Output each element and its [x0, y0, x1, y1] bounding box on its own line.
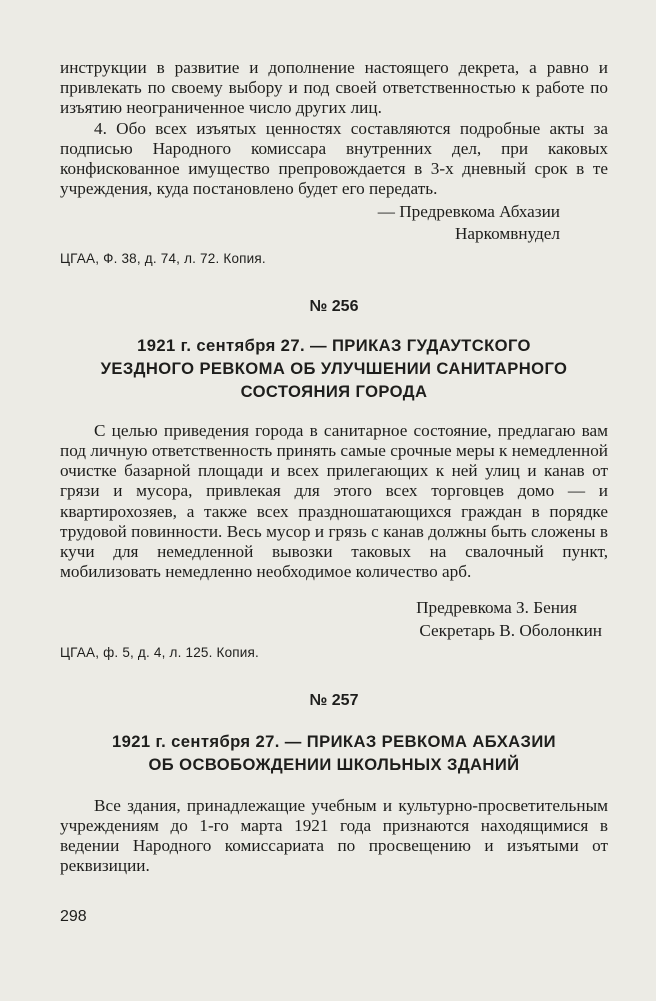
- document-number: № 256: [309, 297, 359, 315]
- document-number: № 257: [309, 691, 359, 709]
- heading-line: УЕЗДНОГО РЕВКОМА ОБ УЛУЧШЕНИИ САНИТАРНОГО: [100, 358, 568, 378]
- document-body: С целью приведения города в санитарное состояние, предлагаю вам под личную ответственность принять самые срочные меры к немедленной очистке базарной площади и всех прилегающих к ней улиц и канав от грязи и мусора, привлекая для этого всех торговцев домо — и квартирохозяев, а также всех праздношатающихся граждан в порядке трудовой повинности. Весь мусор и грязь с канав должны быть сложены в кучи для немедленной вывозки таковых на свалочный пункт, мобилизовать немедленно необходимое количество арб.: [60, 420, 608, 582]
- signature-line: — Предревкома Абхазии: [377, 202, 560, 222]
- signature-line: Секретарь В. Оболонкин: [419, 620, 602, 640]
- document-heading: [60, 730, 608, 776]
- page-number: 298: [60, 908, 87, 925]
- document-heading: [60, 334, 608, 403]
- document-body: Все здания, принадлежащие учебным и культурно-просветительным учреждениям до 1-го марта 1921 года признаются находящимися в ведении Народного комиссариата по просвещению и изъятыми от реквизиции.: [60, 795, 608, 876]
- signature-line: Предревкома З. Бения: [416, 598, 577, 618]
- paragraph-item-4: 4. Обо всех изъятых ценностях составляются подробные акты за подписью Народного комиссара внутренних дел, при каковых конфискованное имущество препровождается в 3-х дневный срок в те учреждения, куда постановлено будет его передать.: [60, 118, 608, 199]
- signature-block-top: [60, 202, 608, 243]
- archive-source: ЦГАА, Ф. 38, д. 74, л. 72. Копия.: [60, 250, 266, 266]
- heading-line: ОБ ОСВОБОЖДЕНИИ ШКОЛЬНЫХ ЗДАНИЙ: [148, 754, 520, 774]
- heading-line: 1921 г. сентября 27. — ПРИКАЗ РЕВКОМА АБХАЗИИ: [111, 731, 557, 751]
- document-page: [60, 58, 608, 877]
- archive-source: ЦГАА, ф. 5, д. 4, л. 125. Копия.: [60, 644, 259, 660]
- heading-line: 1921 г. сентября 27. — ПРИКАЗ ГУДАУТСКОГО: [137, 335, 531, 355]
- heading-line: СОСТОЯНИЯ ГОРОДА: [240, 381, 428, 401]
- signature-block: [60, 598, 608, 640]
- paragraph-continuation: инструкции в развитие и дополнение настоящего декрета, а равно и привлекать по своему выбору и под своей ответственностью к работе по изъятию неограниченное число других лиц.: [60, 58, 608, 118]
- signature-line: Наркомвнудел: [454, 223, 560, 243]
